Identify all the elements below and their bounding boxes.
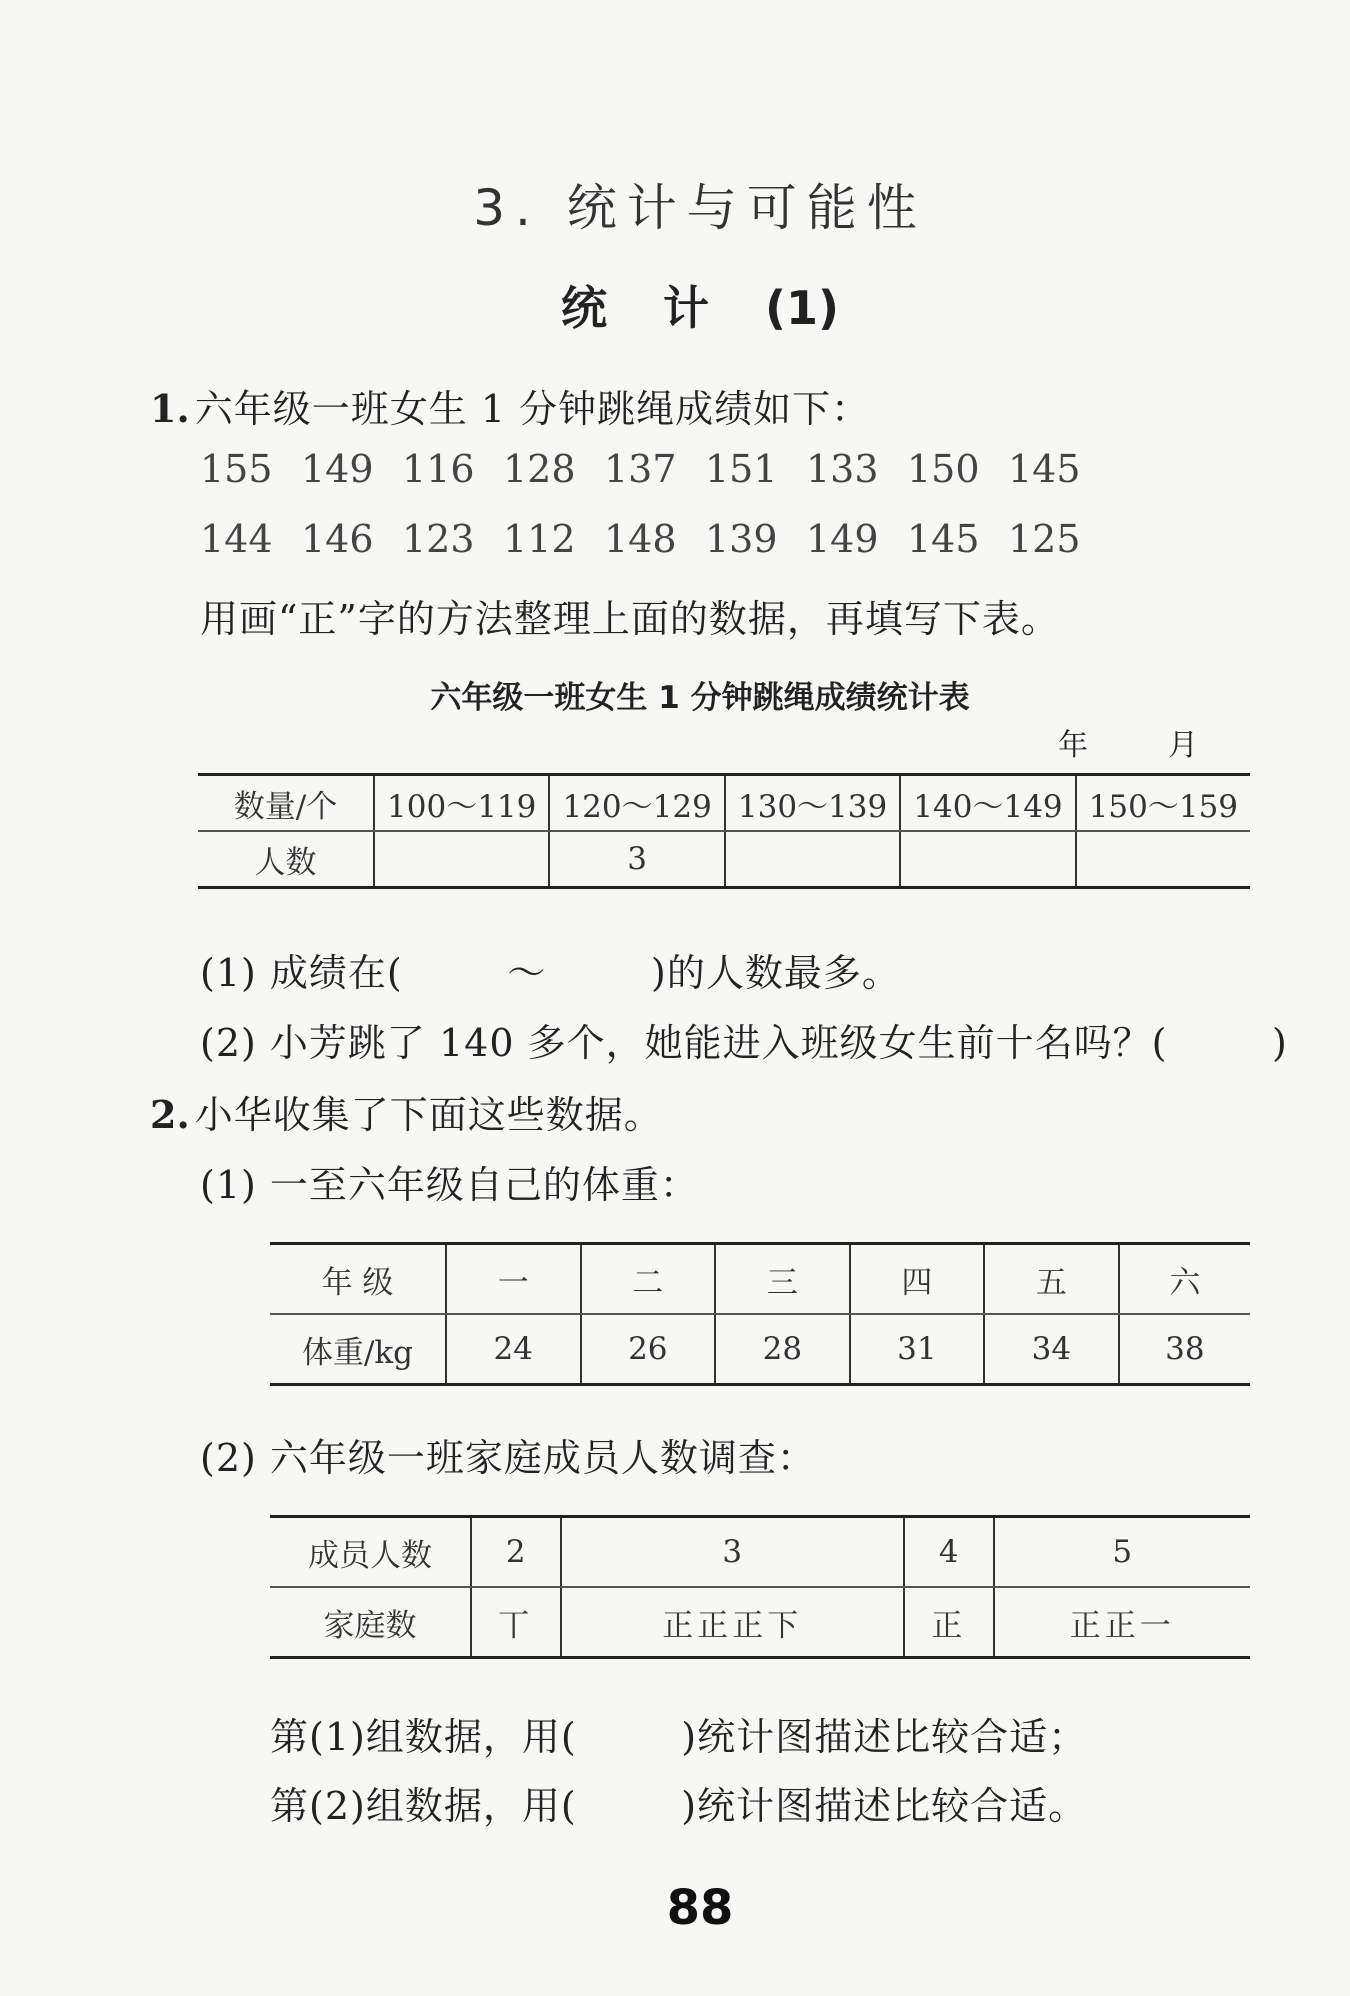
- data-value: 139: [705, 517, 778, 561]
- data-value: 148: [604, 517, 677, 561]
- data-value: 155: [200, 447, 273, 491]
- weight-cell: 38: [1119, 1314, 1250, 1385]
- range-cell: 100～119: [374, 775, 549, 832]
- data-value: 125: [1008, 517, 1081, 561]
- tally-cell: 正正正下: [561, 1587, 905, 1658]
- data-value: 133: [806, 447, 879, 491]
- data-row-2: [200, 517, 1109, 561]
- table-header-row: [198, 775, 1250, 832]
- weight-table: [270, 1242, 1250, 1386]
- range-cell: 140～149: [900, 775, 1075, 832]
- q1-sub-question-1: (1) 成绩在( ～ )的人数最多。: [200, 951, 901, 995]
- date-month-label: 月: [1168, 728, 1198, 763]
- count-cell[interactable]: [1076, 831, 1250, 888]
- question-text: 小华收集了下面这些数据。: [194, 1093, 663, 1137]
- member-count-cell: 3: [561, 1517, 905, 1588]
- chapter-title: 3. 统计与可能性: [473, 179, 927, 237]
- table-header-row: [270, 1517, 1250, 1588]
- tally-cell: 丅: [471, 1587, 561, 1658]
- data-value: 149: [301, 447, 374, 491]
- row-header: 人数: [254, 844, 317, 881]
- data-value: 151: [705, 447, 778, 491]
- count-cell[interactable]: [900, 831, 1075, 888]
- data-value: 145: [1008, 447, 1081, 491]
- tally-cell: 正: [904, 1587, 994, 1658]
- q2-sub-title-2: (2) 六年级一班家庭成员人数调查：: [200, 1436, 816, 1480]
- row-header: 成员人数: [270, 1517, 471, 1588]
- weight-cell: 31: [850, 1314, 985, 1385]
- table-row: [270, 1587, 1250, 1658]
- count-cell[interactable]: 3: [549, 831, 724, 888]
- data-row-1: [200, 447, 1109, 491]
- question-2-prompt: [150, 1084, 663, 1139]
- q1-sub-question-2: (2) 小芳跳了 140 多个，她能进入班级女生前十名吗？( ): [200, 1021, 1288, 1065]
- data-value: 128: [503, 447, 576, 491]
- grade-cell: 二: [581, 1244, 716, 1315]
- member-count-cell: 2: [471, 1517, 561, 1588]
- data-value: 137: [604, 447, 677, 491]
- grade-cell: 五: [984, 1244, 1119, 1315]
- tally-cell: 正正一: [994, 1587, 1250, 1658]
- jump-rope-table: [198, 773, 1250, 889]
- member-count-cell: 4: [904, 1517, 994, 1588]
- member-count-cell: 5: [994, 1517, 1250, 1588]
- question-1-prompt: [150, 378, 870, 433]
- row-header: 年 级: [270, 1244, 446, 1315]
- family-members-table: [270, 1515, 1250, 1659]
- data-value: 146: [301, 517, 374, 561]
- weight-cell: 26: [581, 1314, 716, 1385]
- question-number: 2.: [150, 1092, 190, 1137]
- q2-sub-title-1: (1) 一至六年级自己的体重：: [200, 1163, 699, 1207]
- q2-answer-line-1: 第(1)组数据，用( )统计图描述比较合适；: [270, 1715, 1088, 1759]
- data-value: 150: [907, 447, 980, 491]
- grade-cell: 六: [1119, 1244, 1250, 1315]
- date-line: [1058, 720, 1198, 764]
- count-cell[interactable]: [374, 831, 549, 888]
- table-row: [198, 831, 1250, 888]
- range-cell: 130～139: [725, 775, 900, 832]
- data-value: 149: [806, 517, 879, 561]
- row-header: 体重/kg: [301, 1334, 414, 1371]
- grade-cell: 一: [446, 1244, 581, 1315]
- grade-cell: 四: [850, 1244, 985, 1315]
- data-value: 145: [907, 517, 980, 561]
- table-title: 六年级一班女生 1 分钟跳绳成绩统计表: [430, 680, 970, 716]
- row-header: 家庭数: [323, 1607, 417, 1644]
- range-cell: 120～129: [549, 775, 724, 832]
- question-text: 六年级一班女生 1 分钟跳绳成绩如下：: [194, 387, 871, 431]
- row-header: 数量/个: [198, 775, 374, 832]
- grade-cell: 三: [715, 1244, 850, 1315]
- count-cell[interactable]: [725, 831, 900, 888]
- weight-cell: 28: [715, 1314, 850, 1385]
- q2-answer-line-2: 第(2)组数据，用( )统计图描述比较合适。: [270, 1784, 1088, 1828]
- weight-cell: 34: [984, 1314, 1119, 1385]
- weight-cell: 24: [446, 1314, 581, 1385]
- date-year-label: 年: [1058, 728, 1088, 763]
- table-header-row: [270, 1244, 1250, 1315]
- question-number: 1.: [150, 386, 190, 431]
- q1-instruction: 用画“正”字的方法整理上面的数据，再填写下表。: [200, 597, 1060, 641]
- table-row: [270, 1314, 1250, 1385]
- data-value: 144: [200, 517, 273, 561]
- data-value: 123: [402, 517, 475, 561]
- data-value: 116: [402, 447, 475, 491]
- data-value: 112: [503, 517, 576, 561]
- range-cell: 150～159: [1076, 775, 1250, 832]
- page-number: 88: [666, 1880, 734, 1936]
- section-title: 统 计 (1): [560, 281, 840, 335]
